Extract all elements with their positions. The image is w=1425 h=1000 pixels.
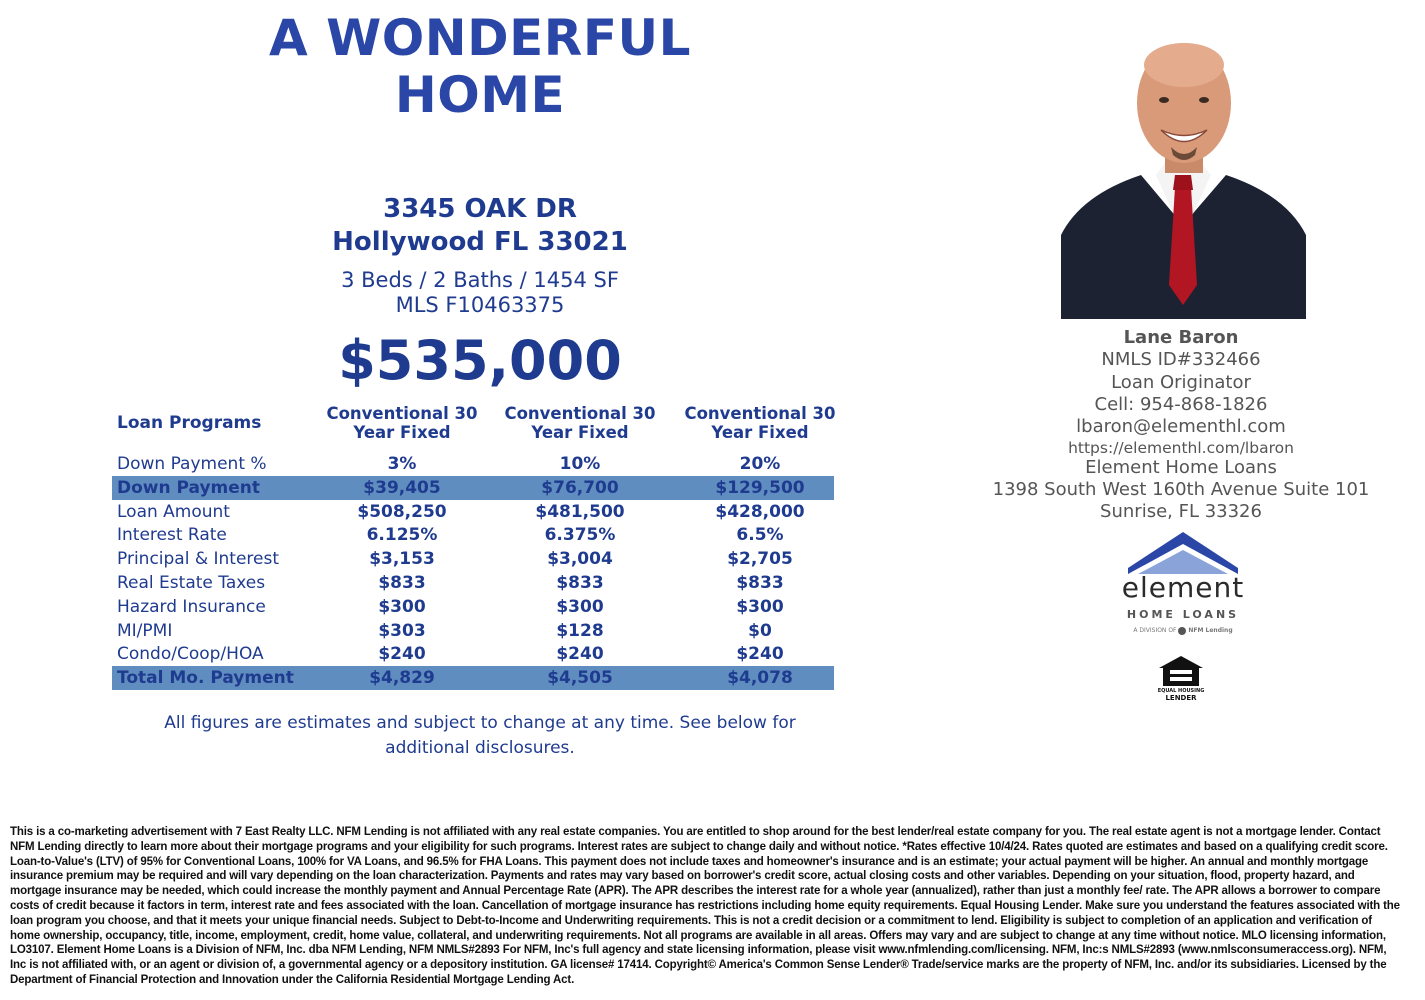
contact-cell: Cell: 954-868-1826: [1094, 394, 1268, 415]
contact-website[interactable]: https://elementhl.com/lbaron: [1068, 439, 1294, 457]
row-value: $3,153: [369, 549, 435, 570]
row-label: Loan Amount: [117, 501, 230, 522]
contact-title: Loan Originator: [1111, 372, 1251, 393]
contact-company: Element Home Loans: [1085, 457, 1277, 478]
row-value: $833: [556, 572, 604, 593]
row-value: $4,078: [727, 668, 793, 689]
table-row: [112, 500, 834, 524]
loan-officer-photo: [1061, 35, 1306, 319]
estimates-note: [140, 711, 820, 761]
property-specs: 3 Beds / 2 Baths / 1454 SF: [341, 268, 619, 292]
row-label: MI/PMI: [117, 620, 173, 641]
row-value: 3%: [387, 454, 417, 474]
logo-subline: HOME LOANS: [1126, 608, 1240, 621]
equal-housing-icon: [1155, 654, 1207, 688]
property-price: $535,000: [338, 329, 622, 392]
equal-housing-lender-badge: [1155, 654, 1207, 704]
row-value: $76,700: [541, 477, 619, 498]
row-label: Principal & Interest: [117, 549, 280, 570]
contact-email[interactable]: lbaron@elementhl.com: [1076, 416, 1286, 437]
program-header-line-2: Year Fixed: [531, 423, 629, 442]
estimates-note-line-1: All figures are estimates and subject to change at any time. See below for: [164, 713, 796, 733]
row-value: $128: [556, 620, 604, 641]
table-row: [112, 642, 834, 666]
row-value: $833: [378, 572, 426, 593]
row-label: Real Estate Taxes: [117, 572, 266, 593]
program-header: [500, 404, 660, 442]
row-value: $240: [736, 644, 784, 665]
row-value: 10%: [559, 454, 601, 474]
property-street: 3345 OAK DR: [383, 194, 577, 224]
row-value: 6.375%: [544, 525, 616, 546]
estimates-note-line-2: additional disclosures.: [385, 738, 575, 758]
program-header-line-2: Year Fixed: [353, 423, 451, 442]
table-row: [112, 523, 834, 547]
element-home-loans-logo: [1108, 530, 1258, 640]
row-label: Interest Rate: [117, 525, 227, 546]
property-mls: MLS F10463375: [395, 293, 565, 317]
row-label: Down Payment %: [117, 454, 267, 474]
loan-programs-table: [112, 402, 834, 690]
row-value: $833: [736, 572, 784, 593]
row-value: $4,829: [369, 668, 435, 689]
row-value: $300: [736, 596, 784, 617]
row-label: Hazard Insurance: [117, 596, 266, 617]
program-header-line-1: Conventional 30: [684, 404, 836, 423]
logo-division-line: [1108, 626, 1258, 636]
row-value: $481,500: [535, 501, 625, 522]
program-header: [322, 404, 482, 442]
row-value: $508,250: [357, 501, 447, 522]
program-header-line-1: Conventional 30: [326, 404, 478, 423]
headline-line-2: HOME: [394, 66, 566, 124]
table-row: [112, 595, 834, 619]
ehl-line-2: LENDER: [1165, 694, 1197, 702]
row-value: 20%: [739, 454, 781, 474]
row-value: $0: [748, 620, 772, 641]
portrait-illustration: [1061, 35, 1306, 319]
table-row: [112, 666, 834, 690]
row-label: Down Payment: [117, 477, 261, 498]
row-label: Condo/Coop/HOA: [117, 644, 264, 665]
row-value: $303: [378, 620, 426, 641]
legal-disclaimer: This is a co-marketing advertisement with 7 East Realty LLC. NFM Lending is not affiliated with any real estate companies. You are entitled to shop around for the best lender/real estate company for you. The real estate agent is not a mortgage lender. Contact NFM Lending directly to learn more about their mortgage programs and your eligibility for such programs. Interest rates are subject to change daily and without notice. *Rates effective 10/4/24. Rates quoted are estimates and based on a qualifying credit score. Loan-to-Value's (LTV) of 95% for Conventional Loans, 100% for VA Loans, and 96.5% for FHA Loans. This payment does not include taxes and homeowner's insurance and is an estimate; your actual payment will be higher. An annual and monthly mortgage insurance premium may be required and will vary depending on the loan characterization. Payments and rates may vary based on borrower's credit score, actual closing costs and other variables. Depending on your situation, flood, property hazard, and mortgage insurance may be needed, which could increase the monthly payment and Annual Percentage Rate (APR). The APR describes the interest rate for a whole year (annualized), rather than just a monthly fee/ rate. The APR allows a borrower to compare costs of credit because it factors in term, interest rate and fees associated with the loan. Cancellation of mortgage insurance has restrictions including home equity requirements. Equal Housing Lender. Make sure you understand the features associated with the loan program you choose, and that it meets your unique financial needs. Subject to Debt-to-Income and Underwriting requirements. This is not a credit decision or a commitment to lend. Eligibility is subject to completion of an application and verification of home ownership, occupancy, title, income, employment, credit, home value, collateral, and underwriting requirements. Not all programs are available in all areas. Offers may vary and are subject to change at any time without notice. MLO licensing information, LO3107. Element Home Loans is a Division of NFM, Inc. dba NFM Lending, NFM NMLS#2893 For NFM, Inc's full agency and state licensing information, please visit www.nfmlending.com/licensing. NFM, Inc:s NMLS#2893 (www.nmlsconsumeraccess.org). NFM, Inc is not affiliated with, or an agent or division of, a governmental agency or a depository institution. GA license# 17414. Copyright© America's Common Sense Lender® Trade/service marks are the property of NFM, Inc. and/or its subsidiaries. Licensed by the Department of Financial Protection and Innovation under the California Residential Mortgage Lending Act.: [10, 826, 1400, 986]
row-value: $300: [378, 596, 426, 617]
program-header-line-2: Year Fixed: [711, 423, 809, 442]
row-value: $3,004: [547, 549, 613, 570]
row-value: $300: [556, 596, 604, 617]
ehl-line-1: EQUAL HOUSING: [1157, 688, 1205, 694]
program-header-line-1: Conventional 30: [504, 404, 656, 423]
row-value: $2,705: [727, 549, 793, 570]
loan-table-body: [112, 452, 834, 690]
row-value: $129,500: [715, 477, 805, 498]
row-value: $39,405: [363, 477, 441, 498]
row-value: $240: [556, 644, 604, 665]
headline-line-1: A WONDERFUL: [269, 9, 691, 67]
property-city: Hollywood FL 33021: [332, 227, 628, 257]
table-row: [112, 547, 834, 571]
row-value: 6.125%: [366, 525, 438, 546]
contact-name: Lane Baron: [1123, 327, 1239, 348]
headline: [200, 10, 760, 124]
logo-division: A DIVISION OF: [1133, 627, 1177, 634]
row-label: Total Mo. Payment: [117, 668, 294, 689]
table-row: [112, 452, 834, 476]
row-value: $428,000: [715, 501, 805, 522]
row-value: $4,505: [547, 668, 613, 689]
row-value: $240: [378, 644, 426, 665]
program-header: [680, 404, 840, 442]
logo-wordmark: element: [1121, 571, 1245, 604]
table-row: [112, 619, 834, 643]
contact-nmls: NMLS ID#332466: [1101, 349, 1261, 370]
loan-table-header: [112, 402, 834, 452]
row-value: 6.5%: [736, 525, 784, 546]
nfm-icon: [1178, 627, 1186, 635]
contact-address-2: Sunrise, FL 33326: [1100, 501, 1262, 522]
contact-address-1: 1398 South West 160th Avenue Suite 101: [992, 479, 1370, 500]
logo-parent: NFM Lending: [1188, 627, 1233, 634]
table-row: [112, 476, 834, 500]
loan-programs-label: Loan Programs: [117, 413, 262, 433]
table-row: [112, 571, 834, 595]
